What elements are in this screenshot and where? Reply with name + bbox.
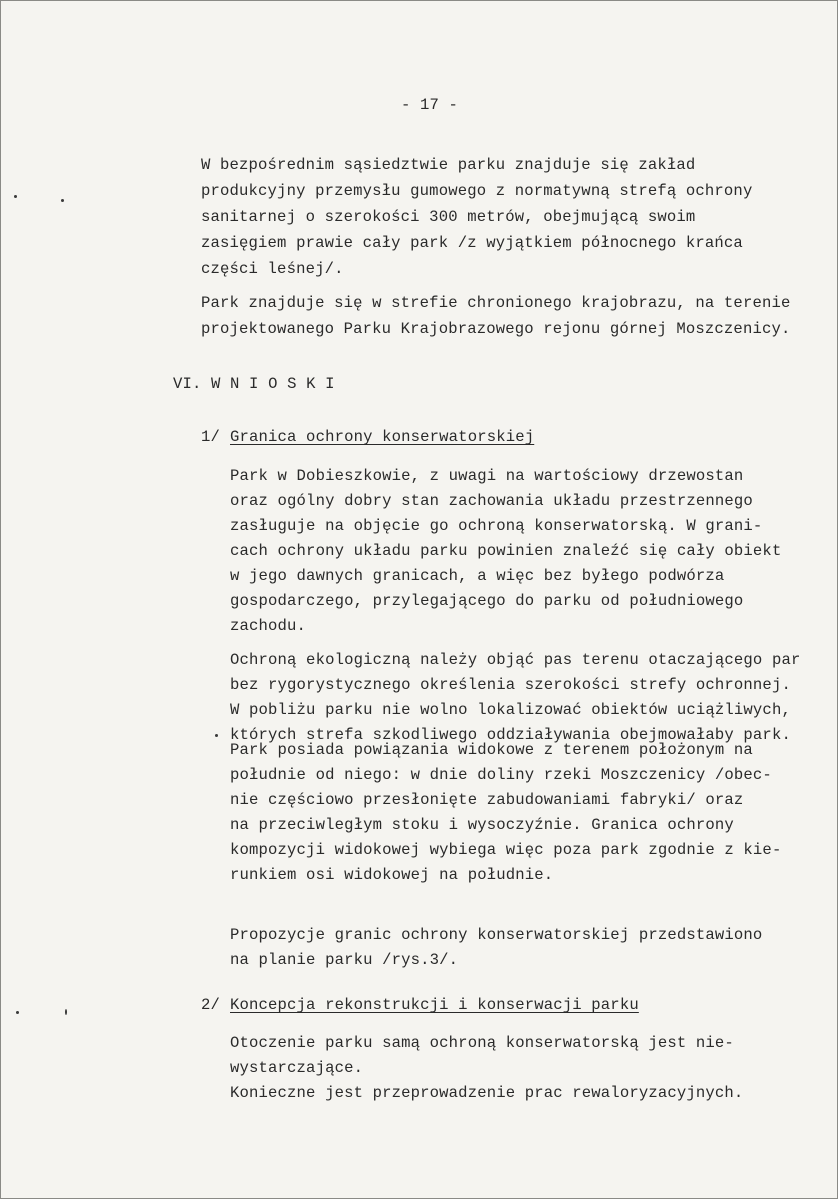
scan-speck	[61, 199, 64, 202]
text-line: w jego dawnych granicach, a więc bez byłego podwórza	[230, 567, 725, 585]
text-line: bez rygorystycznego określenia szerokości strefy ochronnej.	[230, 676, 791, 694]
text-line: projektowanego Parku Krajobrazowego rejonu górnej Moszczenicy.	[201, 320, 791, 338]
text-line: Konieczne jest przeprowadzenie prac rewaloryzacyjnych.	[230, 1084, 744, 1102]
text-line: oraz ogólny dobry stan zachowania układu przestrzennego	[230, 492, 753, 510]
subsection-number: 1/	[201, 428, 221, 446]
text-line: Park znajduje się w strefie chronionego krajobrazu, na terenie	[201, 294, 791, 312]
text-line: na przeciwległym stoku i wysoczyźnie. Granica ochrony	[230, 816, 734, 834]
text-line: zasięgiem prawie cały park /z wyjątkiem północnego krańca	[201, 234, 743, 252]
scan-speck	[16, 1011, 19, 1014]
text-line: wystarczające.	[230, 1059, 364, 1077]
section-heading: VI. W N I O S K I	[173, 375, 335, 393]
text-line: południe od niego: w dnie doliny rzeki Moszczenicy /obec-	[230, 766, 772, 784]
text-line: W bezpośrednim sąsiedztwie parku znajduje się zakład	[201, 156, 696, 174]
text-line: gospodarczego, przylegającego do parku od południowego	[230, 592, 744, 610]
subsection-title: Koncepcja rekonstrukcji i konserwacji parku	[230, 996, 639, 1014]
text-line: Park posiada powiązania widokowe z terenem położonym na	[230, 741, 753, 759]
scan-speck	[215, 734, 218, 737]
text-line: runkiem osi widokowej na południe.	[230, 866, 554, 884]
text-line: zasługuje na objęcie go ochroną konserwatorską. W grani-	[230, 517, 763, 535]
scan-speck	[14, 195, 17, 198]
subsection-number: 2/	[201, 996, 221, 1014]
text-line: których strefa szkodliwego oddziaływania obejmowałaby park.	[230, 726, 791, 744]
text-line: sanitarnej o szerokości 300 metrów, obejmującą swoim	[201, 208, 696, 226]
text-line: Park w Dobieszkowie, z uwagi na wartościowy drzewostan	[230, 467, 744, 485]
text-line: Propozycje granic ochrony konserwatorskiej przedstawiono	[230, 926, 763, 944]
text-line: zachodu.	[230, 617, 307, 635]
page-number: - 17 -	[401, 96, 459, 114]
text-line: cach ochrony układu parku powinien znaleźć się cały obiekt	[230, 542, 782, 560]
text-line: W pobliżu parku nie wolno lokalizować obiektów uciążliwych,	[230, 701, 791, 719]
text-line: Ochroną ekologiczną należy objąć pas terenu otaczającego par	[230, 651, 801, 669]
text-line: kompozycji widokowej wybiega więc poza park zgodnie z kie-	[230, 841, 782, 859]
text-line: części leśnej/.	[201, 260, 344, 278]
text-line: produkcyjny przemysłu gumowego z normatywną strefą ochrony	[201, 182, 753, 200]
scan-speck	[65, 1009, 67, 1015]
text-line: nie częściowo przesłonięte zabudowaniami fabryki/ oraz	[230, 791, 744, 809]
text-line: na planie parku /rys.3/.	[230, 951, 459, 969]
subsection-title: Granica ochrony konserwatorskiej	[230, 428, 535, 446]
text-line: Otoczenie parku samą ochroną konserwatorską jest nie-	[230, 1034, 734, 1052]
